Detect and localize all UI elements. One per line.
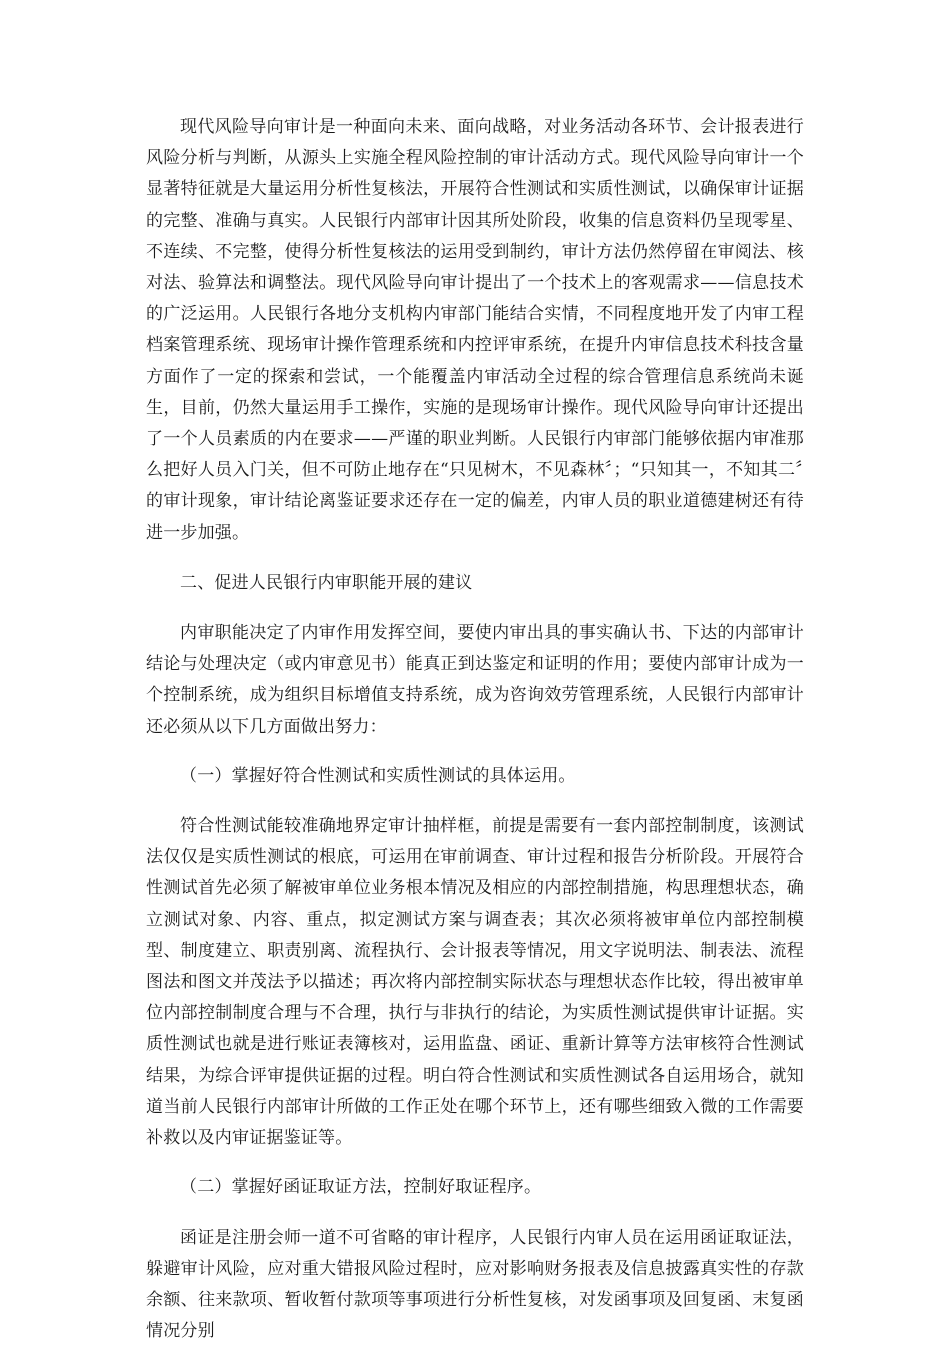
paragraph-risk-oriented-audit: 现代风险导向审计是一种面向未来、面向战略，对业务活动各环节、会计报表进行风险分析与判断，从源头上实施全程风险控制的审计活动方式。现代风险导向审计一个显著特征就是大量运用分析性复核法，开展符合性测试和实质性测试，以确保审计证据的完整、准确与真实。人民银行内部审计因其所处阶段，收集的信息资料仍呈现零星、不连续、不完整，使得分析性复核法的运用受到制约，审计方法仍然停留在审阅法、核对法、验算法和调整法。现代风险导向审计提出了一个技术上的客观需求——信息技术的广泛运用。人民银行各地分支机构内审部门能结合实情，不同程度地开发了内审工程档案管理系统、现场审计操作管理系统和内控评审系统，在提升内审信息技术科技含量方面作了一定的探索和尝试，一个能覆盖内审活动全过程的综合管理信息系统尚未诞生，目前，仍然大量运用手工操作，实施的是现场审计操作。现代风险导向审计还提出了一个人员素质的内在要求——严谨的职业判断。人民银行内审部门能够依据内审准那么把好人员入门关，但不可防止地存在“只见树木，不见森林〞；“只知其一，不知其二〞的审计现象，审计结论离鉴证要求还存在一定的偏差，内审人员的职业道德建树还有待进一步加强。 [146,112,804,549]
paragraph-confirmation-procedure: 函证是注册会师一道不可省略的审计程序，人民银行内审人员在运用函证取证法，躲避审计风险，应对重大错报风险过程时，应对影响财务报表及信息披露真实性的存款余额、往来款项、暂收暂付款项等事项进行分析性复核，对发函事项及回复函、末复函情况分别 [146,1223,804,1347]
paragraph-internal-audit-function: 内审职能决定了内审作用发挥空间，要使内审出具的事实确认书、下达的内部审计结论与处理决定（或内审意见书）能真正到达鉴定和证明的作用；要使内部审计成为一个控制系统，成为组织目标增值支持系统，成为咨询效劳管理系统，人民银行内部审计还必须从以下几方面做出努力： [146,618,804,743]
subheading-compliance-substantive-testing: （一）掌握好符合性测试和实质性测试的具体运用。 [146,761,804,792]
paragraph-compliance-testing: 符合性测试能较准确地界定审计抽样框，前提是需要有一套内部控制制度，该测试法仅仅是实质性测试的根底，可运用在审前调查、审计过程和报告分析阶段。开展符合性测试首先必须了解被审单位业务根本情况及相应的内部控制措施，构思理想状态，确立测试对象、内容、重点，拟定测试方案与调查表；其次必须将被审单位内部控制模型、制度建立、职责别离、流程执行、会计报表等情况，用文字说明法、制表法、流程图法和图文并茂法予以描述；再次将内部控制实际状态与理想状态作比较，得出被审单位内部控制制度合理与不合理，执行与非执行的结论，为实质性测试提供审计证据。实质性测试也就是进行账证表簿核对，运用监盘、函证、重新计算等方法审核符合性测试结果，为综合评审提供证据的过程。明白符合性测试和实质性测试各自运用场合，就知道当前人民银行内部审计所做的工作正处在哪个环节上，还有哪些细致入微的工作需要补救以及内审证据鉴证等。 [146,811,804,1154]
subheading-confirmation-evidence: （二）掌握好函证取证方法，控制好取证程序。 [146,1172,804,1203]
document-body [146,112,804,1347]
section-heading-suggestions: 二、促进人民银行内审职能开展的建议 [146,568,804,599]
